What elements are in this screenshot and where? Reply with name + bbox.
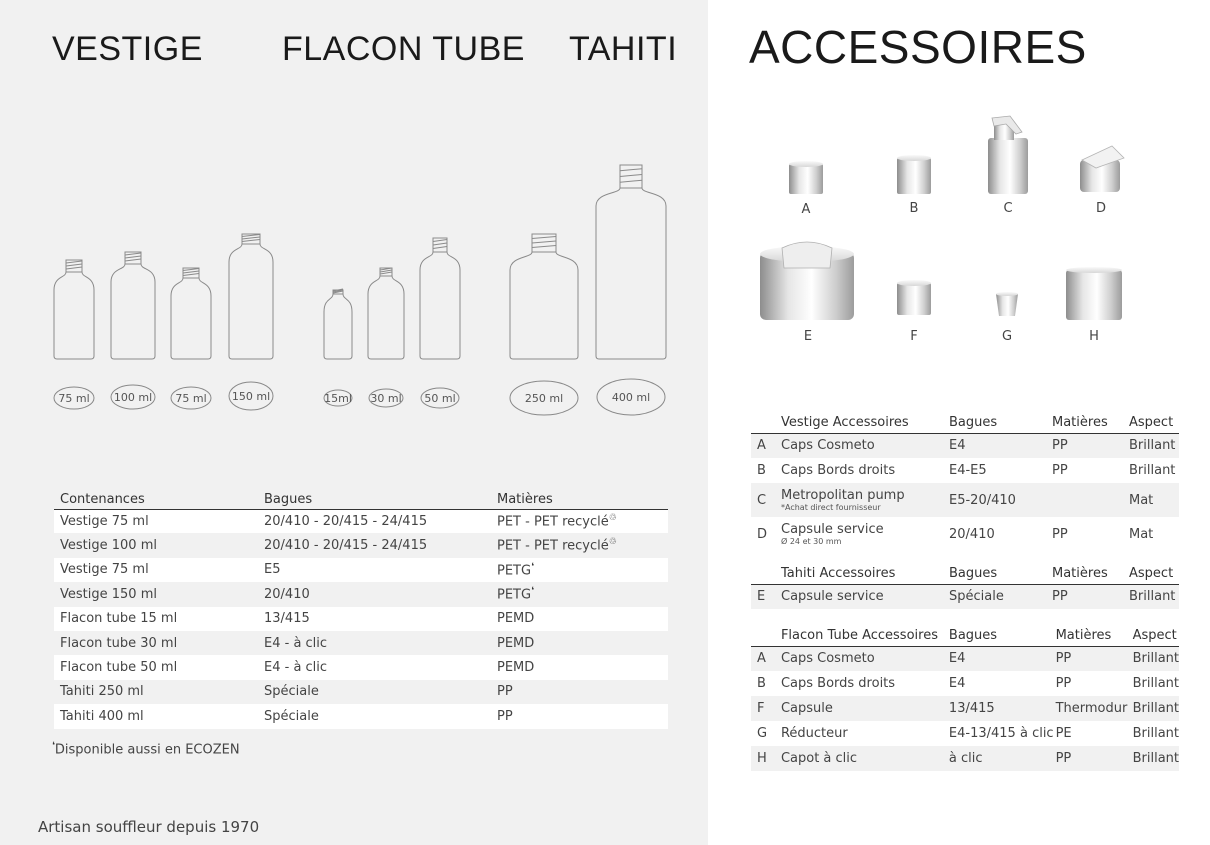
table-cell: PP bbox=[1052, 526, 1068, 542]
vestige-accessories-table bbox=[751, 413, 1179, 551]
table-cell: E4 - à clic bbox=[258, 631, 491, 655]
table-cell: Caps Bords droits bbox=[781, 463, 896, 478]
volume-label: 15ml bbox=[324, 392, 352, 405]
table-cell: PE bbox=[1055, 726, 1072, 741]
table-cell: Brillant bbox=[1131, 746, 1179, 771]
row-note: *Achat direct fournisseur bbox=[781, 503, 881, 512]
volume-label: 100 ml bbox=[113, 391, 153, 404]
table-row bbox=[751, 458, 1179, 483]
table-cell: 20/410 - 20/415 - 24/415 bbox=[258, 509, 491, 533]
table-cell: Spéciale bbox=[258, 704, 491, 728]
heading-tahiti: TAHITI bbox=[569, 30, 678, 68]
table-row bbox=[54, 533, 668, 557]
table-cell: Spéciale bbox=[947, 584, 1050, 609]
table-row bbox=[751, 433, 1179, 458]
heading-vestige: VESTIGE bbox=[52, 30, 203, 68]
tube-accessories-table bbox=[751, 626, 1179, 771]
table-header-row bbox=[751, 413, 1179, 433]
table-cell: PEMD bbox=[491, 655, 668, 679]
bottle-specs-table bbox=[54, 491, 668, 729]
table-header-row bbox=[751, 564, 1179, 584]
table-cell: Brillant bbox=[1129, 463, 1176, 478]
heading-accessoires: ACCESSOIRES bbox=[749, 21, 1087, 73]
table-row bbox=[751, 584, 1179, 609]
table-cell: Brillant bbox=[1132, 726, 1179, 741]
table-cell: PP bbox=[491, 680, 668, 704]
accessory-a-image bbox=[789, 161, 823, 194]
column-header: Vestige Accessoires bbox=[779, 413, 947, 433]
table-cell: Vestige 75 ml bbox=[54, 509, 258, 533]
table-cell: Vestige 75 ml bbox=[54, 558, 258, 582]
table-cell: PP bbox=[491, 704, 668, 728]
tagline: Artisan souffleur depuis 1970 bbox=[38, 818, 260, 836]
table-row bbox=[54, 509, 668, 533]
table-row bbox=[54, 680, 668, 704]
table-row bbox=[751, 721, 1179, 746]
table-cell: Caps Cosmeto bbox=[779, 646, 947, 671]
heading-flacon-tube: FLACON TUBE bbox=[282, 30, 525, 68]
table-cell: Vestige 100 ml bbox=[54, 533, 258, 557]
table-cell: PETG❛ bbox=[491, 582, 668, 606]
table-cell: B bbox=[757, 463, 766, 478]
accessory-g-image bbox=[996, 292, 1018, 316]
accessory-letter: E bbox=[803, 329, 813, 344]
table-row bbox=[54, 704, 668, 728]
table-cell: Brillant bbox=[1131, 646, 1179, 671]
column-header: Aspect bbox=[1131, 626, 1179, 646]
leaf-icon: ❛ bbox=[531, 561, 534, 572]
table-cell: Metropolitan pump *Achat direct fournisseur bbox=[779, 483, 947, 517]
table-cell: Mat bbox=[1129, 526, 1154, 542]
table-cell: E4-13/415 à clic bbox=[948, 726, 1054, 741]
leaf-icon: ❛ bbox=[52, 741, 55, 751]
column-header: Bagues bbox=[947, 626, 1054, 646]
table-cell: PP bbox=[1050, 433, 1127, 458]
accessory-c-image bbox=[988, 116, 1028, 194]
accessory-letter: A bbox=[801, 202, 811, 217]
table-cell: PP bbox=[1054, 746, 1131, 771]
table-cell bbox=[1050, 483, 1127, 517]
accessory-d-image bbox=[1080, 146, 1124, 192]
table-cell: E4 bbox=[947, 433, 1050, 458]
column-header: Flacon Tube Accessoires bbox=[779, 626, 947, 646]
table-row bbox=[54, 655, 668, 679]
column-header: Aspect bbox=[1127, 564, 1179, 584]
table-cell: PP bbox=[1055, 676, 1072, 691]
table-row bbox=[751, 483, 1179, 517]
table-cell: PP bbox=[1050, 584, 1127, 609]
table-cell: 20/410 bbox=[949, 526, 995, 542]
table-row bbox=[54, 582, 668, 606]
table-cell: 20/410 bbox=[258, 582, 491, 606]
accessory-letter: G bbox=[1001, 329, 1013, 344]
table-cell: Flacon tube 15 ml bbox=[54, 607, 258, 631]
table-row bbox=[751, 517, 1179, 551]
table-row bbox=[751, 671, 1179, 696]
column-header: Bagues bbox=[947, 564, 1050, 584]
table-row bbox=[751, 696, 1179, 721]
table-cell: Flacon tube 50 ml bbox=[54, 655, 258, 679]
leaf-icon: ❛ bbox=[531, 586, 534, 597]
volume-label: 400 ml bbox=[611, 391, 651, 404]
volume-label: 250 ml bbox=[524, 392, 564, 405]
tahiti-accessories-table bbox=[751, 564, 1179, 609]
table-cell: Capsule service Ø 24 et 30 mm bbox=[779, 517, 947, 551]
table-cell: D bbox=[757, 526, 768, 542]
table-cell: 20/410 - 20/415 - 24/415 bbox=[258, 533, 491, 557]
table-cell: Thermodur bbox=[1054, 696, 1131, 721]
table-cell: C bbox=[751, 483, 779, 517]
table-header-row bbox=[751, 626, 1179, 646]
table-cell: Caps Cosmeto bbox=[779, 433, 947, 458]
table-row bbox=[54, 558, 668, 582]
table-cell: Tahiti 250 ml bbox=[54, 680, 258, 704]
column-header: Bagues bbox=[258, 491, 491, 509]
column-header: Matières bbox=[1050, 564, 1127, 584]
table-cell: B bbox=[757, 676, 766, 691]
table-cell: E5-20/410 bbox=[947, 483, 1050, 517]
accessory-e-image bbox=[760, 242, 854, 320]
accessory-letter: B bbox=[909, 201, 919, 216]
table-cell: A bbox=[751, 646, 779, 671]
recycle-icon: ♲ bbox=[608, 513, 617, 524]
table-row bbox=[751, 746, 1179, 771]
ecozen-footnote: ❛Disponible aussi en ECOZEN bbox=[52, 741, 240, 758]
volume-label: 75 ml bbox=[175, 392, 207, 405]
table-cell: Brillant bbox=[1127, 584, 1179, 609]
accessory-letter: H bbox=[1089, 329, 1099, 344]
volume-label: 150 ml bbox=[231, 390, 271, 403]
table-cell: PETG❛ bbox=[491, 558, 668, 582]
accessory-letter: C bbox=[1003, 201, 1013, 216]
table-cell: Brillant bbox=[1132, 676, 1179, 691]
column-header: Matières bbox=[1054, 626, 1131, 646]
table-cell: E4 bbox=[947, 646, 1054, 671]
table-cell: E4-E5 bbox=[949, 463, 987, 478]
table-cell: Spéciale bbox=[258, 680, 491, 704]
table-cell: PET - PET recyclé♲ bbox=[491, 509, 668, 533]
column-header: Matières bbox=[491, 491, 668, 509]
table-cell: PET - PET recyclé♲ bbox=[491, 533, 668, 557]
accessory-letter: F bbox=[910, 329, 918, 344]
accessory-illustrations bbox=[0, 0, 1210, 360]
column-header: Contenances bbox=[54, 491, 258, 509]
table-cell: E4 bbox=[948, 676, 966, 691]
table-cell: 13/415 bbox=[947, 696, 1054, 721]
table-cell: Caps Bords droits bbox=[780, 676, 896, 691]
table-cell: 13/415 bbox=[258, 607, 491, 631]
table-cell: PEMD bbox=[491, 631, 668, 655]
column-header: Tahiti Accessoires bbox=[779, 564, 947, 584]
table-cell: PP bbox=[1054, 646, 1131, 671]
table-cell: Capot à clic bbox=[779, 746, 947, 771]
accessory-b-image bbox=[897, 155, 931, 194]
table-row bbox=[751, 646, 1179, 671]
column-header: Matières bbox=[1050, 413, 1127, 433]
table-cell: Mat bbox=[1127, 483, 1179, 517]
row-note: Ø 24 et 30 mm bbox=[781, 537, 842, 546]
table-row bbox=[54, 607, 668, 631]
accessory-letter: D bbox=[1095, 201, 1107, 216]
volume-label: 50 ml bbox=[424, 392, 456, 405]
table-header-row bbox=[54, 491, 668, 509]
table-cell: H bbox=[751, 746, 779, 771]
recycle-icon: ♲ bbox=[608, 537, 617, 548]
table-cell: Tahiti 400 ml bbox=[54, 704, 258, 728]
table-cell: F bbox=[751, 696, 779, 721]
volume-label: 30 ml bbox=[370, 392, 402, 405]
volume-label: 75 ml bbox=[58, 392, 90, 405]
table-cell: Vestige 150 ml bbox=[54, 582, 258, 606]
table-cell: G bbox=[757, 726, 768, 741]
table-cell: PP bbox=[1052, 463, 1068, 478]
table-cell: à clic bbox=[947, 746, 1054, 771]
table-row bbox=[54, 631, 668, 655]
accessory-h-image bbox=[1066, 267, 1122, 320]
table-cell: E5 bbox=[258, 558, 491, 582]
table-cell: E4 - à clic bbox=[258, 655, 491, 679]
table-cell: Capsule bbox=[779, 696, 947, 721]
table-cell: PEMD bbox=[491, 607, 668, 631]
table-cell: A bbox=[751, 433, 779, 458]
table-cell: Capsule service bbox=[779, 584, 947, 609]
table-cell: Réducteur bbox=[780, 726, 848, 741]
column-header: Aspect bbox=[1127, 413, 1179, 433]
table-cell: Flacon tube 30 ml bbox=[54, 631, 258, 655]
accessory-f-image bbox=[897, 280, 931, 315]
table-cell: E bbox=[751, 584, 779, 609]
table-cell: Brillant bbox=[1131, 696, 1179, 721]
table-cell: Brillant bbox=[1127, 433, 1179, 458]
column-header: Bagues bbox=[947, 413, 1050, 433]
